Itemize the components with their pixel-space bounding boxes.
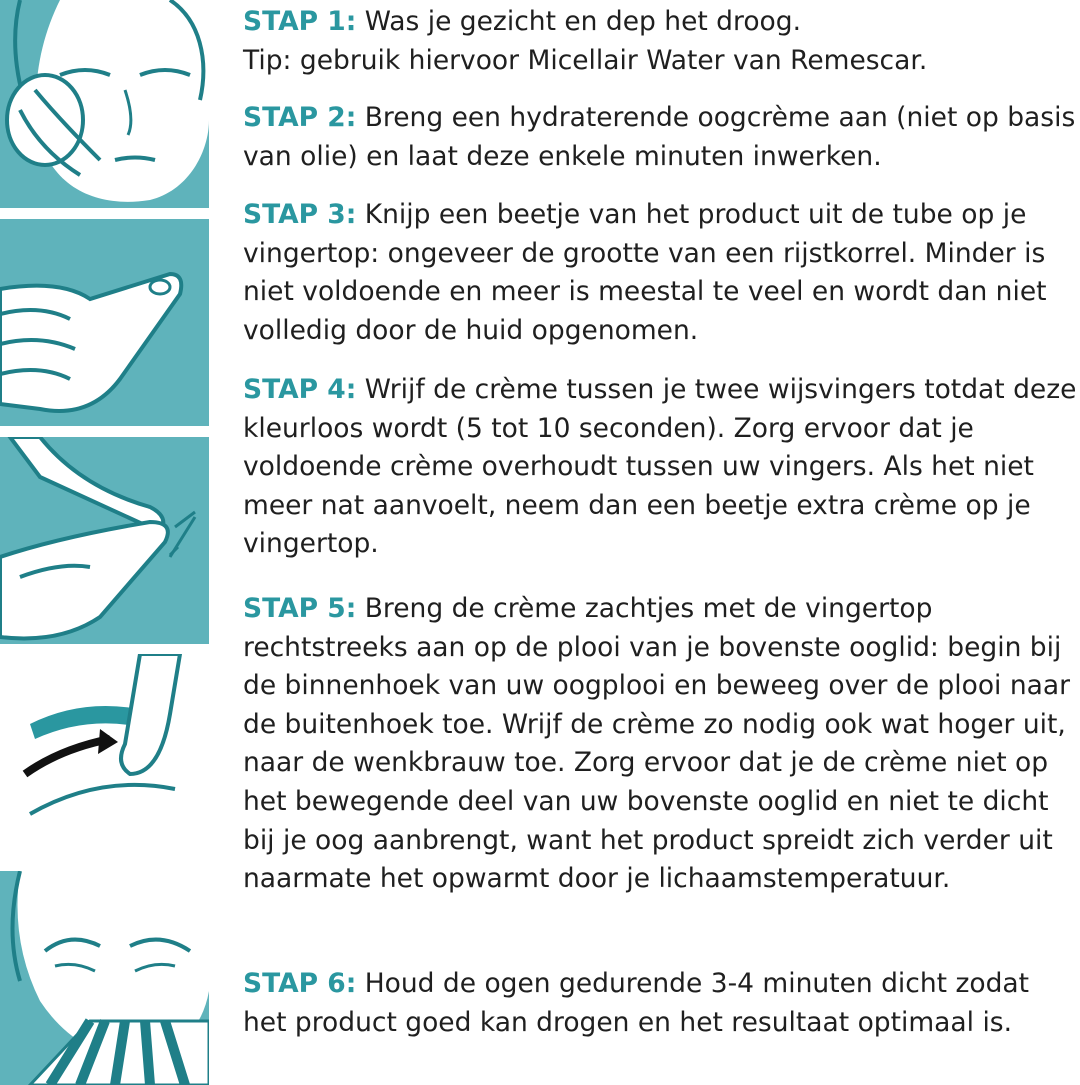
step-2 (243, 99, 1078, 176)
step-3-text: Knijp een beetje van het product uit de tube op je vingertop: ongeveer de grootte van een rijstkorrel. Minder is niet voldoende en meer is meestal te veel en wordt dan niet volledig door de huid opgenomen. (243, 199, 1047, 346)
step-6-text: Houd de ogen gedurende 3-4 minuten dicht zodat het product goed kan drogen en het resultaat optimaal is. (243, 968, 1030, 1038)
step-4-label: STAP 4: (243, 374, 357, 405)
step-1-label: STAP 1: (243, 6, 357, 37)
step-3 (243, 196, 1078, 350)
rubbing-fingers-illustration (0, 437, 209, 644)
step-4 (243, 371, 1078, 564)
step-5-label: STAP 5: (243, 593, 357, 624)
step-1-text: Was je gezicht en dep het droog. (356, 6, 801, 37)
eyelid-application-illustration (0, 654, 209, 861)
face-cleansing-illustration (0, 0, 209, 208)
step-1 (243, 3, 927, 80)
closed-eyes-fan-illustration (0, 871, 209, 1085)
step-2-text: Breng een hydraterende oogcrème aan (niet op basis van olie) en laat deze enkele minuten inwerken. (243, 102, 1076, 172)
step-1-tip: Tip: gebruik hiervoor Micellair Water van Remescar. (243, 44, 928, 76)
step-5 (243, 590, 1078, 899)
step-6 (243, 965, 1078, 1042)
step-6-label: STAP 6: (243, 968, 357, 999)
fingertip-cream-illustration (0, 219, 209, 426)
step-2-label: STAP 2: (243, 102, 357, 133)
step-4-text: Wrijf de crème tussen je twee wijsvingers totdat deze kleurloos wordt (5 tot 10 seconden). Zorg ervoor dat je voldoende crème overhoudt tussen uw vingers. Als het niet meer nat aanvoelt, neem dan een beetje extra crème op je vingertop. (243, 374, 1077, 560)
step-5-text: Breng de crème zachtjes met de vingertop rechtstreeks aan op de plooi van je bovenste ooglid: begin bij de binnenhoek van uw oogplooi en beweeg over de plooi naar de buitenhoek toe. Wrijf de crème zo nodig ook wat hoger uit, naar de wenkbrauw toe. Zorg ervoor dat je de crème niet op het bewegende deel van uw bovenste ooglid en niet te dicht bij je oog aanbrengt, want het product spreidt zich verder uit naarmate het opwarmt door je lichaamstemperatuur. (243, 593, 1070, 895)
step-3-label: STAP 3: (243, 199, 357, 230)
